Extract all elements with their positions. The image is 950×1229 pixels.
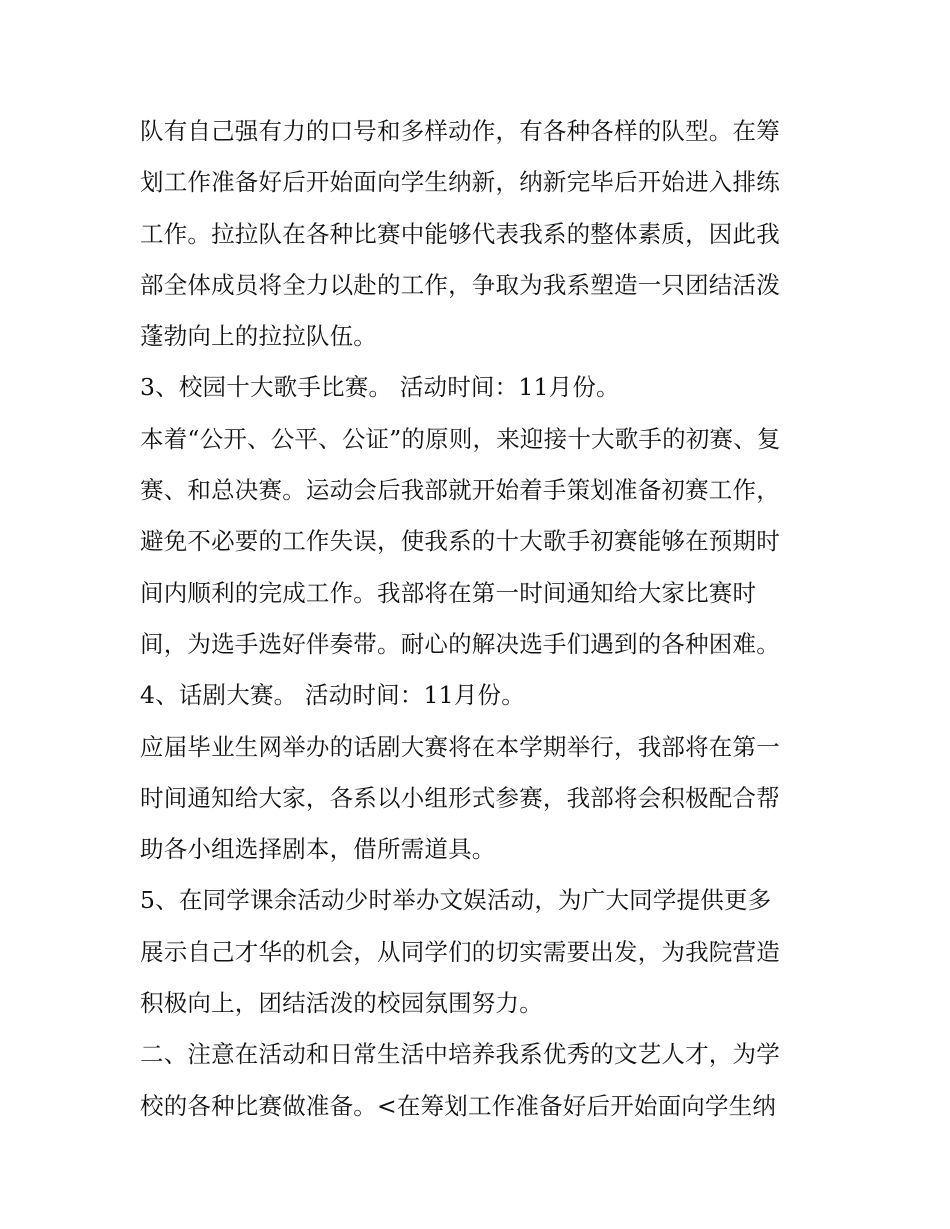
section-item-5: 5、在同学课余活动少时举办文娱活动，为广大同学提供更多 [140,886,772,915]
text-line: 间内顺利的完成工作。我部将在第一时间通知给大家比赛时 [140,578,757,607]
text-line: 展示自己才华的机会，从同学们的切实需要出发，为我院营造 [140,937,780,966]
text-line: 时间通知给大家，各系以小组形式参赛，我部将会积极配合帮 [140,783,780,812]
text-line: 赛、和总决赛。运动会后我部就开始着手策划准备初赛工作， [140,476,780,505]
text-line: 工作。拉拉队在各种比赛中能够代表我系的整体素质，因此我 [140,219,780,248]
text-line: 避免不必要的工作失误，使我系的十大歌手初赛能够在预期时 [140,527,780,556]
text-line: 本着“公开、公平、公证”的原则，来迎接十大歌手的初赛、复 [140,424,781,453]
text-line: 积极向上，团结活泼的校园氛围努力。 [140,989,543,1018]
text-line: 应届毕业生网举办的话剧大赛将在本学期举行，我部将在第一 [140,732,780,761]
text-line: 间，为选手选好伴奏带。耐心的解决选手们遇到的各种困难。 [140,629,780,658]
text-line: 校的各种比赛做准备。<在筹划工作准备好后开始面向学生纳 [140,1091,777,1120]
text-line: 蓬勃向上的拉拉队伍。 [140,322,377,351]
text-line: 划工作准备好后开始面向学生纳新，纳新完毕后开始进入排练 [140,168,780,197]
document-body [140,106,820,1132]
text-line: 队有自己强有力的口号和多样动作，有各种各样的队型。在筹 [140,117,780,145]
section-heading-2: 二、注意在活动和日常生活中培养我系优秀的文艺人才，为学 [140,1040,780,1069]
section-heading-3: 3、校园十大歌手比赛。 活动时间：11月份。 [140,373,620,402]
text-line: 部全体成员将全力以赴的工作，争取为我系塑造一只团结活泼 [140,270,780,299]
text-line: 助各小组选择剧本，借所需道具。 [140,835,496,864]
section-heading-4: 4、话剧大赛。 活动时间：11月份。 [140,681,525,710]
